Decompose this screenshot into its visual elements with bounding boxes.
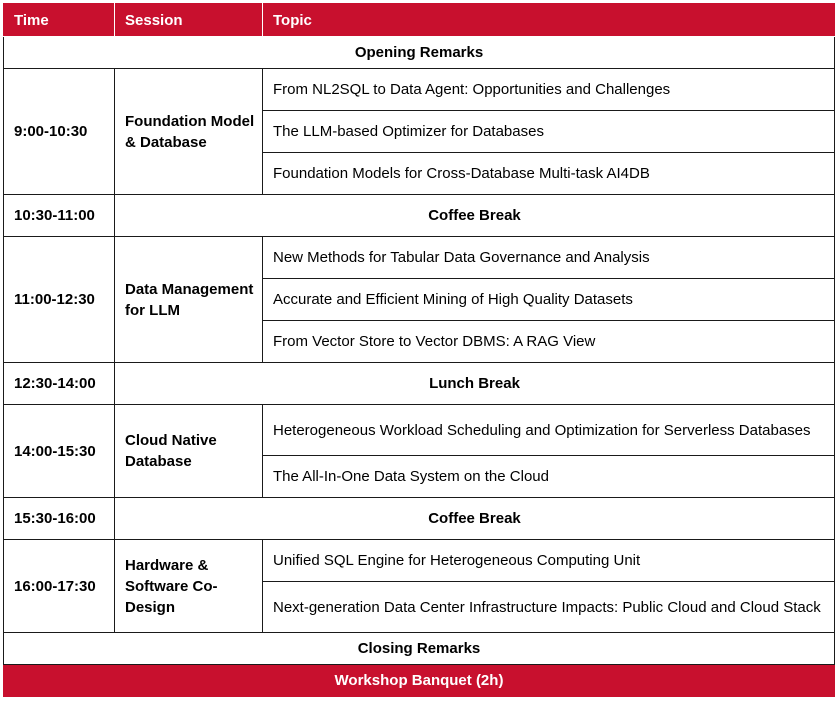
banquet-row — [4, 665, 835, 697]
topic-cell: New Methods for Tabular Data Governance and Analysis — [263, 237, 835, 279]
topic-cell: Accurate and Efficient Mining of High Quality Datasets — [263, 279, 835, 321]
table-row — [4, 237, 835, 279]
header-row — [4, 4, 835, 37]
time-cell: 10:30-11:00 — [4, 195, 115, 237]
time-cell: 14:00-15:30 — [4, 405, 115, 498]
break-label: Coffee Break — [115, 195, 835, 237]
topic-cell: From Vector Store to Vector DBMS: A RAG View — [263, 321, 835, 363]
schedule-table — [3, 3, 835, 697]
table-row — [4, 69, 835, 111]
opening-row — [4, 37, 835, 69]
time-cell: 11:00-12:30 — [4, 237, 115, 363]
closing-row — [4, 633, 835, 665]
time-cell: 16:00-17:30 — [4, 540, 115, 633]
header-session: Session — [115, 4, 263, 37]
break-row — [4, 498, 835, 540]
topic-cell: Heterogeneous Workload Scheduling and Optimization for Serverless Databases — [263, 405, 835, 456]
break-row — [4, 195, 835, 237]
topic-cell: The LLM-based Optimizer for Databases — [263, 111, 835, 153]
time-cell: 15:30-16:00 — [4, 498, 115, 540]
topic-cell: Unified SQL Engine for Heterogeneous Computing Unit — [263, 540, 835, 582]
closing-remarks: Closing Remarks — [4, 633, 835, 665]
header-time: Time — [4, 4, 115, 37]
break-label: Coffee Break — [115, 498, 835, 540]
table-row — [4, 405, 835, 456]
break-label: Lunch Break — [115, 363, 835, 405]
header-topic: Topic — [263, 4, 835, 37]
topic-cell: Foundation Models for Cross-Database Multi-task AI4DB — [263, 153, 835, 195]
session-cell: Foundation Model & Database — [115, 69, 263, 195]
session-cell: Hardware & Software Co-Design — [115, 540, 263, 633]
topic-cell: From NL2SQL to Data Agent: Opportunities and Challenges — [263, 69, 835, 111]
topic-cell: The All-In-One Data System on the Cloud — [263, 456, 835, 498]
session-cell: Cloud Native Database — [115, 405, 263, 498]
topic-cell: Next-generation Data Center Infrastructure Impacts: Public Cloud and Cloud Stack — [263, 582, 835, 633]
opening-remarks: Opening Remarks — [4, 37, 835, 69]
break-row — [4, 363, 835, 405]
time-cell: 9:00-10:30 — [4, 69, 115, 195]
session-cell: Data Management for LLM — [115, 237, 263, 363]
time-cell: 12:30-14:00 — [4, 363, 115, 405]
banquet-banner: Workshop Banquet (2h) — [4, 665, 835, 697]
table-row — [4, 540, 835, 582]
